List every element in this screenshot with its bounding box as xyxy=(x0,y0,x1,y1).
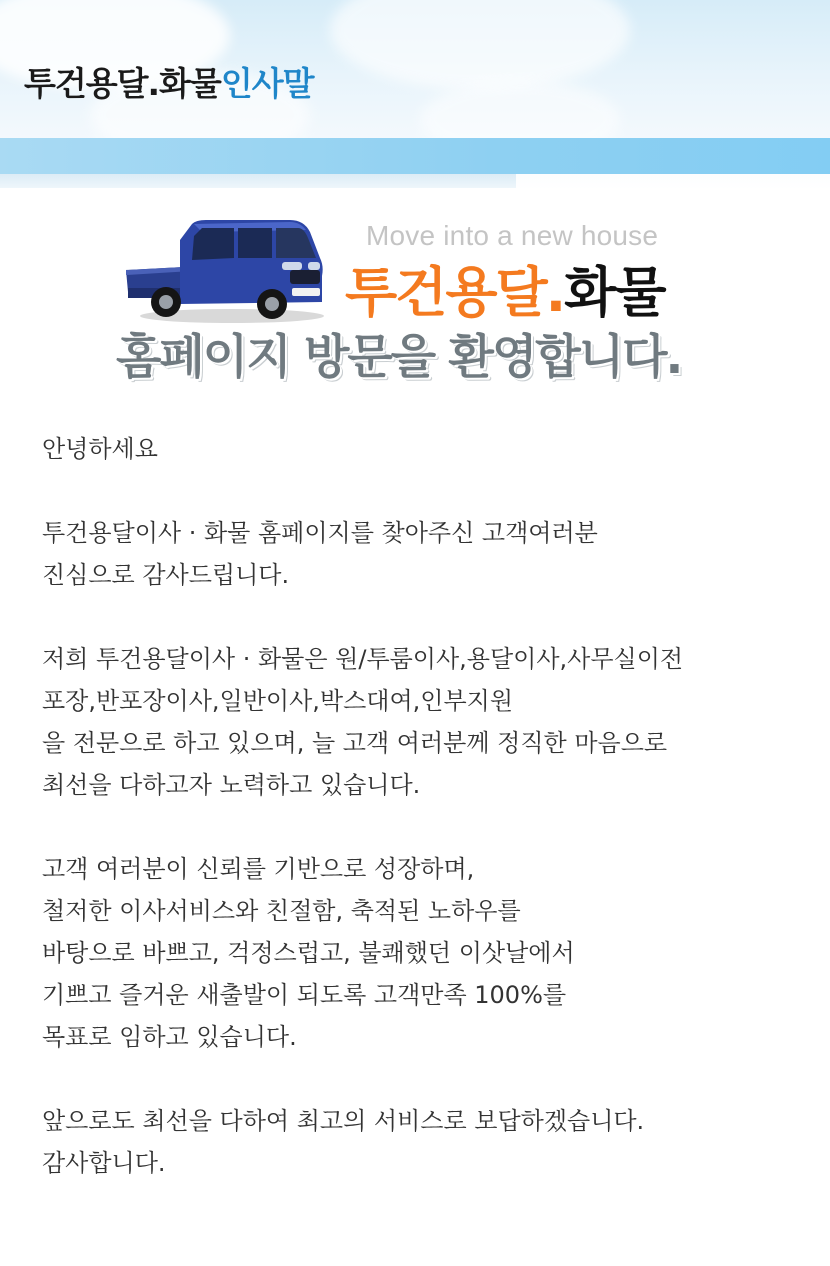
paragraph-line: 포장,반포장이사,일반이사,박스대여,인부지원 xyxy=(42,687,514,715)
cloud-decoration xyxy=(330,0,630,90)
banner-tagline: Move into a new house xyxy=(366,220,659,251)
page-title-section: 인사말 xyxy=(220,64,314,103)
paragraph-line: 투건용달이사 · 화물 홈페이지를 찾아주신 고객여러분 xyxy=(42,519,598,547)
paragraph-line: 을 전문으로 하고 있으며, 늘 고객 여러분께 정직한 마음으로 xyxy=(42,729,668,757)
greeting-content xyxy=(42,428,822,1184)
paragraph-line: 감사합니다. xyxy=(42,1149,166,1177)
banner-brand-secondary: 화물 xyxy=(564,261,665,324)
paragraph-line: 바탕으로 바쁘고, 걱정스럽고, 불쾌했던 이삿날에서 xyxy=(42,939,575,967)
paragraph-line: 진심으로 감사드립니다. xyxy=(42,561,290,589)
paragraph-line: 최선을 다하고자 노력하고 있습니다. xyxy=(42,771,421,799)
paragraph-gap xyxy=(42,470,822,512)
paragraph-line: 철저한 이사서비스와 친절함, 축적된 노하우를 xyxy=(42,897,521,925)
paragraph-gap xyxy=(42,806,822,848)
paragraph-line: 기쁘고 즐거운 새출발이 되도록 고객만족 100%를 xyxy=(42,981,567,1009)
truck-icon xyxy=(122,218,327,324)
banner-brand xyxy=(345,250,665,327)
banner-brand-primary: 투건용달. xyxy=(345,261,565,324)
welcome-banner xyxy=(0,200,830,400)
banner-welcome-text: 홈페이지 방문을 환영합니다. xyxy=(116,330,682,385)
page-title-company: 투건용달.화물 xyxy=(24,64,221,103)
paragraph-gap xyxy=(42,596,822,638)
paragraph-line: 저희 투건용달이사 · 화물은 원/투룸이사,용달이사,사무실이전 xyxy=(42,645,684,673)
paragraph-line: 목표로 임하고 있습니다. xyxy=(42,1023,297,1051)
paragraph-gap xyxy=(42,1058,822,1100)
paragraph-line: 고객 여러분이 신뢰를 기반으로 성장하며, xyxy=(42,855,475,883)
page-header xyxy=(0,0,830,190)
paragraph-line: 앞으로도 최선을 다하여 최고의 서비스로 보답하겠습니다. xyxy=(42,1107,645,1135)
greeting-line: 안녕하세요 xyxy=(42,435,158,463)
header-stripe xyxy=(0,138,830,174)
header-stripe-lower xyxy=(0,174,516,188)
page-title xyxy=(24,58,313,104)
